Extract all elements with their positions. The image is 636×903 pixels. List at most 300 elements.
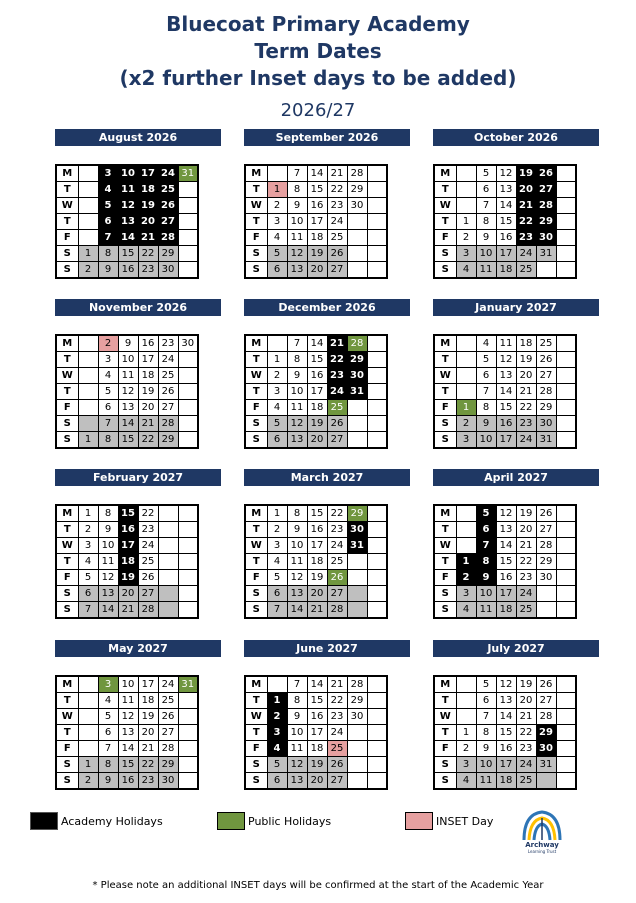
- week-row: [56, 262, 198, 279]
- month-days-table: [55, 504, 199, 619]
- day-cell: 14: [118, 230, 138, 246]
- empty-cell: [556, 676, 576, 693]
- empty-cell: [367, 522, 387, 538]
- week-row: [56, 214, 198, 230]
- day-cell: 5: [98, 198, 118, 214]
- day-cell: 23: [516, 416, 536, 432]
- empty-cell: [78, 741, 98, 757]
- empty-cell: [158, 505, 178, 522]
- empty-cell: [367, 538, 387, 554]
- week-row: [56, 773, 198, 790]
- day-cell: 5: [98, 384, 118, 400]
- empty-cell: [347, 570, 367, 586]
- day-cell: 20: [516, 368, 536, 384]
- day-cell: 28: [158, 741, 178, 757]
- week-row: [434, 602, 576, 619]
- month-title: December 2026: [244, 299, 410, 316]
- week-row: [245, 165, 387, 182]
- day-cell: 17: [118, 538, 138, 554]
- day-cell: 7: [78, 602, 98, 619]
- month-calendar: [55, 640, 221, 800]
- empty-cell: [367, 554, 387, 570]
- week-row: [56, 384, 198, 400]
- day-cell: 18: [496, 262, 516, 279]
- day-cell: 5: [78, 570, 98, 586]
- empty-cell: [367, 384, 387, 400]
- day-cell: 6: [98, 214, 118, 230]
- day-cell: 9: [98, 522, 118, 538]
- day-cell: 21: [327, 335, 347, 352]
- day-cell: 16: [307, 368, 327, 384]
- day-cell: 28: [536, 538, 556, 554]
- day-label: T: [434, 352, 456, 368]
- day-label: T: [245, 554, 267, 570]
- empty-cell: [556, 757, 576, 773]
- day-label: W: [245, 709, 267, 725]
- week-row: [56, 693, 198, 709]
- empty-cell: [347, 230, 367, 246]
- day-cell: 10: [476, 432, 496, 449]
- day-cell: 6: [476, 693, 496, 709]
- day-cell: 10: [287, 725, 307, 741]
- day-label: S: [434, 262, 456, 279]
- day-cell: 27: [536, 522, 556, 538]
- day-label: T: [434, 214, 456, 230]
- day-cell: 1: [78, 246, 98, 262]
- day-cell: 29: [536, 554, 556, 570]
- month-title: May 2027: [55, 640, 221, 657]
- day-cell: 28: [536, 709, 556, 725]
- day-label: M: [245, 505, 267, 522]
- day-cell: 3: [98, 352, 118, 368]
- empty-cell: [347, 554, 367, 570]
- day-cell: 22: [138, 246, 158, 262]
- empty-cell: [178, 757, 198, 773]
- day-cell: 8: [98, 432, 118, 449]
- day-cell: 9: [118, 335, 138, 352]
- holiday-swatch: [30, 812, 58, 830]
- day-cell: 11: [287, 400, 307, 416]
- empty-cell: [178, 522, 198, 538]
- day-label: S: [245, 586, 267, 602]
- day-cell: 1: [78, 757, 98, 773]
- day-cell: 13: [496, 693, 516, 709]
- empty-cell: [178, 741, 198, 757]
- month-days-table: [55, 164, 199, 279]
- week-row: [245, 246, 387, 262]
- day-label: T: [245, 725, 267, 741]
- day-cell: 24: [516, 757, 536, 773]
- day-cell: 24: [516, 246, 536, 262]
- month-title: October 2026: [433, 129, 599, 146]
- day-cell: 14: [307, 165, 327, 182]
- day-cell: 28: [347, 165, 367, 182]
- day-cell: 25: [327, 400, 347, 416]
- day-label: M: [245, 335, 267, 352]
- day-cell: 9: [476, 741, 496, 757]
- week-row: [56, 554, 198, 570]
- day-cell: 31: [347, 384, 367, 400]
- empty-cell: [456, 182, 476, 198]
- week-row: [434, 757, 576, 773]
- day-cell: 8: [476, 400, 496, 416]
- day-label: T: [245, 352, 267, 368]
- day-cell: 11: [118, 182, 138, 198]
- day-cell: 21: [327, 165, 347, 182]
- day-cell: 2: [267, 368, 287, 384]
- month-days-table: [433, 504, 577, 619]
- day-cell: 20: [307, 262, 327, 279]
- day-cell: 21: [516, 538, 536, 554]
- day-cell: 19: [516, 352, 536, 368]
- day-cell: 13: [496, 182, 516, 198]
- day-cell: 21: [118, 602, 138, 619]
- week-row: [245, 400, 387, 416]
- day-cell: 30: [178, 335, 198, 352]
- day-cell: 2: [267, 522, 287, 538]
- empty-cell: [367, 262, 387, 279]
- week-row: [434, 676, 576, 693]
- empty-cell: [78, 400, 98, 416]
- day-cell: 19: [138, 709, 158, 725]
- legend-academy-holidays: [30, 812, 163, 830]
- day-label: S: [245, 773, 267, 790]
- inset-note: (x2 further Inset days to be added): [119, 66, 517, 90]
- day-cell: 22: [327, 182, 347, 198]
- day-cell: 1: [78, 432, 98, 449]
- empty-cell: [367, 676, 387, 693]
- empty-cell: [347, 400, 367, 416]
- day-cell: 15: [307, 352, 327, 368]
- day-cell: 2: [267, 709, 287, 725]
- empty-cell: [367, 400, 387, 416]
- empty-cell: [556, 709, 576, 725]
- week-row: [245, 554, 387, 570]
- day-cell: 21: [138, 416, 158, 432]
- week-row: [245, 693, 387, 709]
- day-cell: 26: [327, 757, 347, 773]
- month-days-table: [244, 164, 388, 279]
- day-cell: 25: [158, 693, 178, 709]
- footnote: * Please note an additional INSET days will be confirmed at the start of the Academic Year: [92, 880, 544, 891]
- empty-cell: [536, 586, 556, 602]
- day-cell: 24: [158, 352, 178, 368]
- empty-cell: [347, 246, 367, 262]
- empty-cell: [536, 773, 556, 790]
- day-cell: 10: [287, 538, 307, 554]
- day-cell: 5: [476, 505, 496, 522]
- week-row: [434, 246, 576, 262]
- week-row: [434, 538, 576, 554]
- day-cell: 21: [138, 230, 158, 246]
- week-row: [245, 538, 387, 554]
- day-cell: 1: [78, 505, 98, 522]
- day-label: S: [434, 757, 456, 773]
- empty-cell: [78, 693, 98, 709]
- day-label: F: [434, 230, 456, 246]
- day-cell: 23: [516, 570, 536, 586]
- public-holiday-swatch: [217, 812, 245, 830]
- day-cell: 12: [287, 757, 307, 773]
- day-cell: 9: [476, 230, 496, 246]
- month-title: March 2027: [244, 469, 410, 486]
- day-cell: 5: [98, 709, 118, 725]
- day-cell: 12: [98, 570, 118, 586]
- day-cell: 19: [138, 384, 158, 400]
- day-cell: 27: [327, 773, 347, 790]
- day-label: F: [56, 741, 78, 757]
- empty-cell: [178, 709, 198, 725]
- month-days-table: [433, 164, 577, 279]
- empty-cell: [267, 676, 287, 693]
- day-label: S: [56, 586, 78, 602]
- day-label: S: [56, 262, 78, 279]
- week-row: [245, 505, 387, 522]
- day-cell: 26: [158, 709, 178, 725]
- day-cell: 26: [138, 570, 158, 586]
- empty-cell: [536, 262, 556, 279]
- day-cell: 7: [98, 230, 118, 246]
- empty-cell: [178, 538, 198, 554]
- day-cell: 11: [118, 693, 138, 709]
- day-cell: 11: [98, 554, 118, 570]
- day-label: S: [434, 432, 456, 449]
- day-cell: 7: [476, 538, 496, 554]
- day-cell: 27: [536, 182, 556, 198]
- day-cell: 24: [138, 538, 158, 554]
- day-cell: 3: [456, 757, 476, 773]
- day-cell: 16: [118, 262, 138, 279]
- day-cell: 16: [307, 198, 327, 214]
- week-row: [434, 400, 576, 416]
- day-cell: 2: [78, 522, 98, 538]
- day-label: W: [245, 198, 267, 214]
- legend-inset-day: [405, 812, 493, 830]
- empty-cell: [78, 335, 98, 352]
- day-cell: 27: [158, 214, 178, 230]
- day-label: M: [56, 335, 78, 352]
- day-cell: 29: [347, 505, 367, 522]
- day-cell: 25: [327, 741, 347, 757]
- empty-cell: [556, 384, 576, 400]
- month-days-table: [433, 675, 577, 790]
- day-cell: 11: [476, 602, 496, 619]
- empty-cell: [158, 538, 178, 554]
- day-cell: 24: [158, 165, 178, 182]
- week-row: [434, 773, 576, 790]
- day-label: F: [434, 400, 456, 416]
- week-row: [245, 586, 387, 602]
- day-cell: 5: [267, 246, 287, 262]
- empty-cell: [556, 246, 576, 262]
- day-cell: 19: [307, 757, 327, 773]
- day-cell: 20: [516, 182, 536, 198]
- empty-cell: [367, 602, 387, 619]
- day-cell: 17: [138, 352, 158, 368]
- day-cell: 18: [138, 693, 158, 709]
- day-cell: 20: [118, 586, 138, 602]
- day-cell: 19: [118, 570, 138, 586]
- day-cell: 6: [78, 586, 98, 602]
- day-cell: 2: [456, 570, 476, 586]
- empty-cell: [178, 505, 198, 522]
- week-row: [245, 709, 387, 725]
- empty-cell: [367, 741, 387, 757]
- day-cell: 7: [476, 198, 496, 214]
- week-row: [434, 352, 576, 368]
- month-calendar: [55, 129, 221, 289]
- day-cell: 25: [138, 554, 158, 570]
- day-cell: 25: [516, 262, 536, 279]
- day-cell: 31: [536, 432, 556, 449]
- day-cell: 15: [307, 693, 327, 709]
- day-label: M: [245, 676, 267, 693]
- day-cell: 19: [516, 676, 536, 693]
- day-cell: 20: [307, 432, 327, 449]
- day-cell: 6: [476, 182, 496, 198]
- day-label: W: [56, 709, 78, 725]
- day-cell: 30: [158, 262, 178, 279]
- empty-cell: [347, 586, 367, 602]
- empty-cell: [178, 554, 198, 570]
- day-cell: 7: [476, 384, 496, 400]
- day-cell: 2: [456, 416, 476, 432]
- week-row: [245, 432, 387, 449]
- day-label: S: [245, 602, 267, 619]
- month-title: September 2026: [244, 129, 410, 146]
- day-cell: 28: [158, 230, 178, 246]
- day-label: S: [56, 432, 78, 449]
- empty-cell: [178, 602, 198, 619]
- day-cell: 3: [456, 432, 476, 449]
- week-row: [245, 262, 387, 279]
- empty-cell: [556, 554, 576, 570]
- empty-cell: [158, 554, 178, 570]
- empty-cell: [367, 246, 387, 262]
- day-cell: 1: [267, 505, 287, 522]
- month-calendar: [433, 640, 599, 800]
- day-label: F: [434, 741, 456, 757]
- day-cell: 10: [287, 214, 307, 230]
- day-cell: 27: [158, 400, 178, 416]
- day-label: S: [434, 416, 456, 432]
- day-cell: 22: [516, 554, 536, 570]
- day-label: M: [245, 165, 267, 182]
- day-cell: 21: [138, 741, 158, 757]
- day-cell: 2: [78, 262, 98, 279]
- week-row: [434, 432, 576, 449]
- week-row: [434, 214, 576, 230]
- day-cell: 26: [158, 198, 178, 214]
- day-cell: 10: [287, 384, 307, 400]
- day-cell: 6: [267, 262, 287, 279]
- day-cell: 26: [158, 384, 178, 400]
- day-cell: 14: [287, 602, 307, 619]
- day-label: M: [56, 165, 78, 182]
- day-cell: 31: [536, 246, 556, 262]
- day-cell: 2: [456, 230, 476, 246]
- day-cell: 17: [307, 384, 327, 400]
- day-cell: 6: [267, 586, 287, 602]
- empty-cell: [78, 725, 98, 741]
- day-cell: 11: [496, 335, 516, 352]
- day-cell: 4: [98, 693, 118, 709]
- day-cell: 27: [327, 586, 347, 602]
- empty-cell: [78, 182, 98, 198]
- week-row: [434, 725, 576, 741]
- day-cell: 1: [267, 693, 287, 709]
- day-cell: 6: [267, 432, 287, 449]
- week-row: [434, 586, 576, 602]
- day-cell: 22: [516, 400, 536, 416]
- week-row: [245, 741, 387, 757]
- day-cell: 9: [476, 570, 496, 586]
- week-row: [434, 182, 576, 198]
- empty-cell: [556, 368, 576, 384]
- day-cell: 16: [496, 741, 516, 757]
- empty-cell: [367, 693, 387, 709]
- day-label: W: [434, 198, 456, 214]
- day-cell: 4: [98, 182, 118, 198]
- empty-cell: [556, 570, 576, 586]
- day-cell: 30: [536, 570, 556, 586]
- day-cell: 19: [516, 505, 536, 522]
- day-label: W: [245, 538, 267, 554]
- day-label: F: [245, 570, 267, 586]
- month-calendar: [244, 299, 410, 459]
- day-cell: 17: [496, 586, 516, 602]
- day-cell: 4: [456, 773, 476, 790]
- week-row: [434, 230, 576, 246]
- empty-cell: [78, 368, 98, 384]
- month-title: August 2026: [55, 129, 221, 146]
- day-cell: 22: [138, 432, 158, 449]
- day-cell: 5: [476, 165, 496, 182]
- day-cell: 5: [267, 416, 287, 432]
- day-cell: 15: [307, 182, 327, 198]
- day-label: F: [56, 400, 78, 416]
- day-cell: 3: [98, 165, 118, 182]
- day-cell: 13: [287, 773, 307, 790]
- empty-cell: [367, 586, 387, 602]
- day-label: W: [434, 709, 456, 725]
- archway-arch-icon: [520, 808, 564, 854]
- day-cell: 8: [476, 725, 496, 741]
- day-cell: 25: [327, 554, 347, 570]
- day-label: S: [56, 757, 78, 773]
- day-cell: 9: [287, 709, 307, 725]
- day-cell: 14: [118, 741, 138, 757]
- week-row: [245, 230, 387, 246]
- day-cell: 30: [536, 741, 556, 757]
- week-row: [245, 182, 387, 198]
- empty-cell: [78, 230, 98, 246]
- empty-cell: [536, 602, 556, 619]
- empty-cell: [367, 368, 387, 384]
- day-cell: 13: [287, 586, 307, 602]
- day-cell: 18: [307, 230, 327, 246]
- day-cell: 12: [118, 198, 138, 214]
- day-cell: 24: [516, 586, 536, 602]
- week-row: [434, 693, 576, 709]
- day-label: S: [245, 757, 267, 773]
- day-label: S: [56, 246, 78, 262]
- day-cell: 19: [516, 165, 536, 182]
- empty-cell: [178, 416, 198, 432]
- day-cell: 18: [307, 400, 327, 416]
- empty-cell: [367, 214, 387, 230]
- day-cell: 7: [98, 416, 118, 432]
